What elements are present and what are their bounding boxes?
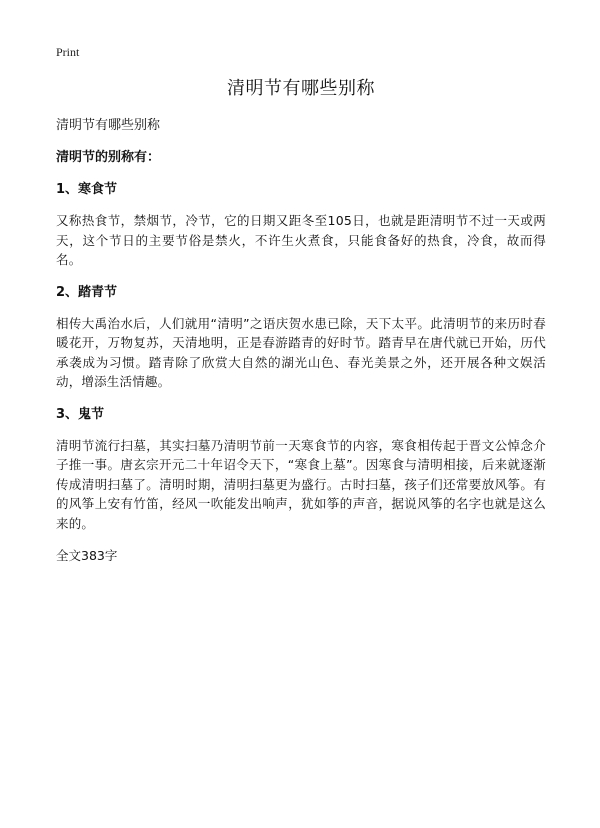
section-body-cold-food-festival: 又称热食节，禁烟节，冷节，它的日期又距冬至105日，也就是距清明节不过一天或两天，这个节日的主要节俗是禁火，不许生火煮食，只能食备好的热食，冷食，故而得名。 — [56, 213, 546, 267]
print-label: Print — [56, 45, 80, 59]
word-count: 全文383字 — [56, 548, 118, 563]
section-body-ghost-festival: 清明节流行扫墓，其实扫墓乃清明节前一天寒食节的内容，寒食相传起于晋文公悼念介子推一事。唐玄宗开元二十年诏令天下，“寒食上墓”。因寒食与清明相接，后来就逐渐传成清明扫墓了。清明时期，清明扫墓更为盛行。古时扫墓，孩子们还常要放风筝。有的风筝上安有竹笛，经风一吹能发出响声，犹如筝的声音，据说风筝的名字也就是这么来的。 — [56, 437, 546, 531]
section-heading-outing-festival: 2、踏青节 — [56, 284, 118, 300]
document-subtitle: 清明节有哪些别称 — [56, 118, 161, 133]
section-heading-cold-food-festival: 1、寒食节 — [56, 182, 118, 197]
section-heading-ghost-festival: 3、鬼节 — [56, 406, 105, 422]
intro-heading: 清明节的别称有： — [56, 150, 161, 165]
page-title: 清明节有哪些别称 — [227, 78, 375, 99]
section-body-outing-festival: 相传大禹治水后，人们就用“清明”之语庆贺水患已除，天下太平。此清明节的来历时春暖花开，万物复苏，天清地明，正是春游踏青的好时节。踏青早在唐代就已开始，历代承袭成为习惯。踏青除了欣赏大自然的湖光山色、春光美景之外，还开展各种文娱活动，增添生活情趣。 — [56, 315, 546, 389]
